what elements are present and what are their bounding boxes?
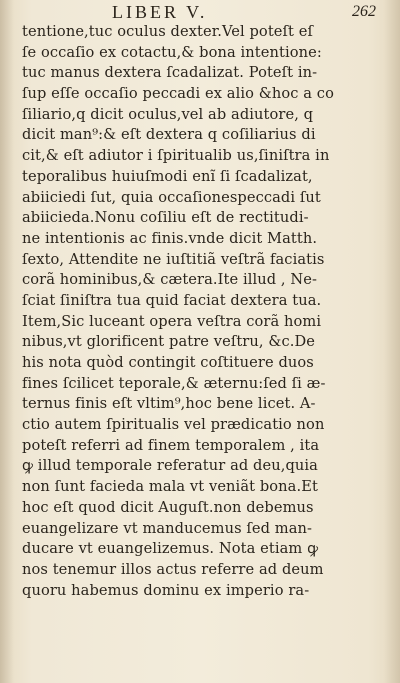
text-line: nos tenemur illos actus referre ad deum xyxy=(22,560,324,578)
text-line: teporalibus huiuſmodi enĩ ſi ſcadalizat, xyxy=(22,167,313,185)
page-edge-shadow xyxy=(384,0,400,683)
text-line: ſup eſſe occaſio peccadi ex alio &hoc a co xyxy=(22,85,334,103)
text-line: ne intentionis ac finis.vnde dicit Matth. xyxy=(22,229,318,247)
text-block xyxy=(22,22,334,601)
text-line: euangelizare vt manducemus ſed man- xyxy=(22,519,313,537)
folio-number: 262 xyxy=(352,3,376,20)
gutter-shadow xyxy=(0,0,14,683)
text-line: ctio autem ſpiritualis vel prædicatio non xyxy=(22,416,325,434)
text-line: fines ſcilicet teporale,& æternu:ſed ſi æ- xyxy=(22,374,326,392)
text-line: ſexto, Attendite ne iuſtitiã veſtrã faciatis xyxy=(22,250,325,268)
text-line: tuc manus dextera ſcadalizat. Poteſt in- xyxy=(22,64,318,82)
page-header xyxy=(0,2,400,24)
text-line: cit,& eſt adiutor i ſpiritualib us,ſiniſtra in xyxy=(22,147,330,165)
text-line: ſiliario,q dicit oculus,vel ab adiutore, q xyxy=(22,105,314,123)
text-line: nibus,vt glorificent patre veſtru, &c.De xyxy=(22,333,316,351)
text-line: ſciat ſiniſtra tua quid faciat dextera tua. xyxy=(22,291,322,309)
text-line: tentione,tuc oculus dexter.Vel poteſt eſ xyxy=(22,23,313,40)
text-line: ducare vt euangelizemus. Nota etiam ꝙ xyxy=(22,540,319,558)
text-line: ternus finis eſt vltim⁹,hoc bene licet. A- xyxy=(22,395,316,413)
text-line: dicit man⁹:& eſt dextera q coſiliarius di xyxy=(22,126,316,144)
text-line: abiiciedi ſut, quia occaſionespeccadi ſut xyxy=(22,188,321,206)
text-line: quoru habemus dominu ex imperio ra- xyxy=(22,581,310,599)
text-line: abiicieda.Nonu coſiliu eſt de rectitudi- xyxy=(22,209,309,227)
text-line: Item,Sic luceant opera veſtra corã homi xyxy=(22,312,322,330)
text-line: corã hominibus,& cætera.Ite illud , Ne- xyxy=(22,271,318,289)
text-line: hoc eſt quod dicit Auguſt.non debemus xyxy=(22,498,314,516)
running-head: LIBER V. xyxy=(112,2,208,22)
text-line: ꝙ illud temporale referatur ad deu,quia xyxy=(22,457,318,475)
text-line: non ſunt facieda mala vt veniãt bona.Et xyxy=(22,478,318,496)
text-line: ſe occaſio ex cotactu,& bona intentione: xyxy=(22,43,322,61)
text-line: poteſt referri ad finem temporalem , ita xyxy=(22,436,320,454)
text-line: his nota quòd contingit coſtituere duos xyxy=(22,354,314,371)
